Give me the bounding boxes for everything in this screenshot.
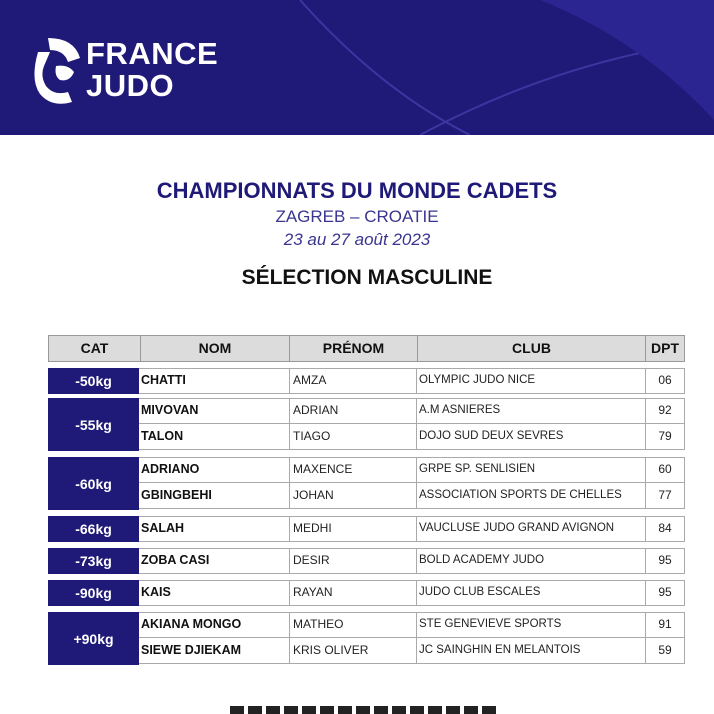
selection-heading: SÉLECTION MASCULINE — [241, 266, 493, 289]
category-label: -60kg — [48, 457, 139, 510]
table-row — [139, 368, 685, 394]
athlete-surname: CHATTI — [141, 373, 186, 387]
event-title: CHAMPIONNATS DU MONDE CADETS — [156, 178, 558, 203]
brand-line-2: JUDO — [86, 68, 175, 103]
table-row — [139, 516, 685, 542]
athlete-department: 06 — [645, 368, 685, 393]
athlete-firstname: JOHAN — [289, 483, 415, 508]
athlete-firstname: MATHEO — [289, 612, 415, 637]
athlete-firstname: DESIR — [289, 548, 415, 573]
brand-line-1: FRANCE — [86, 36, 219, 71]
athlete-surname: GBINGBEHI — [141, 488, 212, 502]
table-header — [48, 335, 685, 362]
athlete-club: VAUCLUSE JUDO GRAND AVIGNON — [416, 516, 644, 541]
category-group — [48, 612, 685, 665]
category-label: -55kg — [48, 398, 139, 451]
category-group — [48, 548, 685, 574]
athlete-club: STE GENEVIEVE SPORTS — [416, 612, 644, 637]
brand-name — [86, 38, 218, 102]
category-label: -73kg — [48, 548, 139, 574]
athlete-firstname: MAXENCE — [289, 457, 415, 482]
athlete-surname: SIEWE DJIEKAM — [141, 643, 242, 657]
header-prenom: PRÉNOM — [290, 336, 418, 361]
table-row — [139, 424, 685, 450]
event-location: ZAGREB – CROATIE — [275, 207, 439, 226]
athlete-department: 84 — [645, 516, 685, 541]
athlete-club: ASSOCIATION SPORTS DE CHELLES — [416, 483, 644, 508]
category-group — [48, 516, 685, 542]
athlete-department: 95 — [645, 548, 685, 573]
athlete-surname: AKIANA MONGO — [141, 617, 242, 631]
table-row — [139, 548, 685, 574]
athlete-club: BOLD ACADEMY JUDO — [416, 548, 644, 573]
athlete-club: JUDO CLUB ESCALES — [416, 580, 644, 605]
category-label: -66kg — [48, 516, 139, 542]
athlete-surname: ADRIANO — [141, 462, 200, 476]
athlete-surname: SALAH — [141, 521, 185, 535]
athlete-club: A.M ASNIERES — [416, 398, 644, 423]
category-group — [48, 580, 685, 606]
header-club: CLUB — [418, 336, 646, 361]
athlete-club: DOJO SUD DEUX SEVRES — [416, 424, 644, 449]
category-label: -50kg — [48, 368, 139, 394]
category-group — [48, 398, 685, 451]
athlete-department: 60 — [645, 457, 685, 482]
athlete-department: 59 — [645, 638, 685, 663]
header-dpt: DPT — [651, 340, 679, 356]
athlete-club: JC SAINGHIN EN MELANTOIS — [416, 638, 644, 663]
athlete-club: OLYMPIC JUDO NICE — [416, 368, 644, 393]
athlete-firstname: ADRIAN — [289, 398, 415, 423]
athlete-surname: KAIS — [141, 585, 171, 599]
header-banner — [0, 0, 714, 135]
athlete-department: 77 — [645, 483, 685, 508]
next-section-heading-fragment — [230, 706, 500, 714]
athlete-department: 95 — [645, 580, 685, 605]
category-label: +90kg — [48, 612, 139, 665]
table-row — [139, 612, 685, 638]
france-judo-logo-icon — [34, 36, 84, 106]
event-dates: 23 au 27 août 2023 — [283, 230, 431, 249]
athlete-department: 92 — [645, 398, 685, 423]
athlete-firstname: TIAGO — [289, 424, 415, 449]
athlete-department: 79 — [645, 424, 685, 449]
athlete-department: 91 — [645, 612, 685, 637]
table-row — [139, 398, 685, 424]
table-row — [139, 580, 685, 606]
athlete-surname: MIVOVAN — [141, 403, 199, 417]
table-row — [139, 483, 685, 509]
header-nom: NOM — [141, 336, 290, 361]
category-group — [48, 368, 685, 394]
athlete-firstname: MEDHI — [289, 516, 415, 541]
category-label: -90kg — [48, 580, 139, 606]
athlete-surname: ZOBA CASI — [141, 553, 210, 567]
table-row — [139, 638, 685, 664]
athlete-firstname: AMZA — [289, 368, 415, 393]
athlete-firstname: RAYAN — [289, 580, 415, 605]
athlete-club: GRPE SP. SENLISIEN — [416, 457, 644, 482]
table-row — [139, 457, 685, 483]
header-cat: CAT — [49, 336, 141, 361]
category-group — [48, 457, 685, 510]
athlete-firstname: KRIS OLIVER — [289, 638, 415, 663]
athlete-surname: TALON — [141, 429, 184, 443]
